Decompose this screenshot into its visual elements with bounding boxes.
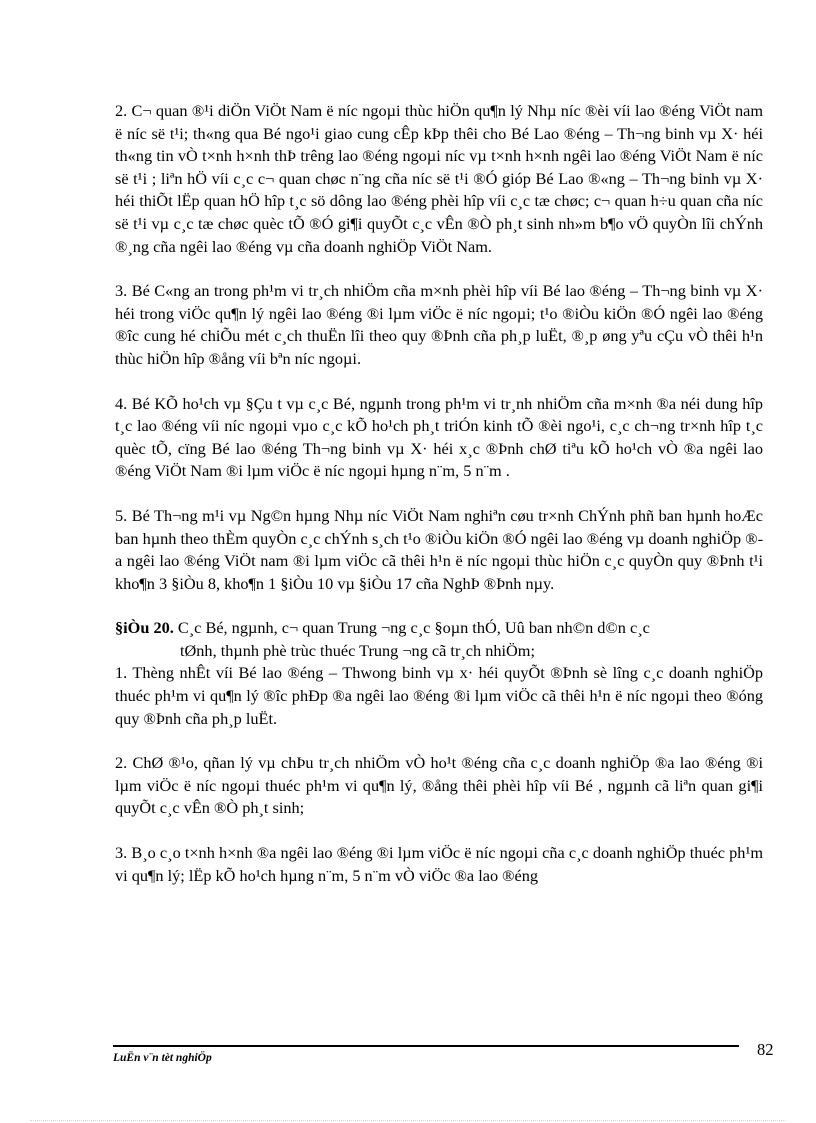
article-20-item-2: 2. ChØ ®¹o, qñan lý vµ chÞu tr¸ch nhiÖm vÒ ho¹t ®éng cña c¸c doanh nghiÖp ®a lao ®éng ®i lµm viÖc ë níc ngoµi thuéc ph¹m vi qu¶n lý, ®ång thêi phèi hîp víi Bé , ngµnh cã liªn quan gi¶i quyÕt c¸c vÊn ®Ò ph¸t sinh;: [115, 753, 763, 818]
footer-rule: [113, 1045, 739, 1047]
article-20-item-1: 1. Thèng nhÊt víi Bé lao ®éng – Thwong binh vµ x· héi quyÕt ®Þnh sè lîng c¸c doanh nghiÖp thuéc ph¹m vi qu¶n lý ®îc phÐp ®a ngêi lao ®éng ®i lµm viÖc cã thêi h¹n ë níc ngoµi theo ®óng quy ®Þnh cña ph¸p luËt.: [115, 663, 763, 728]
paragraph-item-3: 3. Bé C«ng an trong ph¹m vi tr¸ch nhiÖm cña m×nh phèi hîp víi Bé lao ®éng – Th¬ng binh vµ X· héi trong viÖc qu¶n lý ngêi lao ®éng ®i lµm viÖc ë níc ngoµi; t¹o ®iÒu kiÖn ®Ó ngêi lao ®éng ®îc cung hé chiÕu mét c¸ch thuËn lîi theo quy ®Þnh cña ph¸p luËt, ®¸p øng yªu cÇu vÒ thêi h¹n thùc hiÖn hîp ®ång víi bªn níc ngoµi.: [115, 281, 763, 368]
page-body: [115, 100, 763, 887]
paragraph-item-5: 5. Bé Th¬ng m¹i vµ Ng©n hµng Nhµ níc ViÖt Nam nghiªn cøu tr×nh ChÝnh phñ ban hµnh hoÆc ban hµnh theo thÈm quyÒn c¸c chÝnh s¸ch t¹o ®iÒu kiÖn ®Ó ngêi lao ®éng vµ doanh nghiÖp ®a ngêi lao ®éng ViÖt nam ®i lµm viÖc cã thêi h¹n ë níc ngoµi thùc hiÖn c¸c quyÒn quy ®Þnh t¹i kho¶n 3 §iÒu 8, kho¶n 1 §iÒu 10 vµ §iÒu 17 cña NghÞ ®Þnh nµy.: [115, 505, 763, 593]
footer-label: LuËn v¨n tèt nghiÖp: [113, 1052, 212, 1064]
article-20: [115, 617, 763, 887]
article-20-lead: §iÒu 20.: [115, 618, 174, 638]
page-number: 82: [757, 1040, 774, 1059]
article-20-title-line1: C¸c Bé, ngµnh, c¬ quan Trung ¬ng c¸c §oµn thÓ, Uû ban nh©n d©n c¸c: [173, 618, 650, 638]
article-20-title-line2: tØnh, thµnh phè trùc thuéc Trung ¬ng cã tr¸ch nhiÖm;: [180, 640, 535, 660]
paragraph-item-4: 4. Bé KÕ ho¹ch vµ §Çu t vµ c¸c Bé, ngµnh trong ph¹m vi tr¸nh nhiÖm cña m×nh ®a néi dung hîp t¸c lao ®éng víi níc ngoµi vµo c¸c kÕ ho¹ch ph¸t triÓn kinh tÕ ®èi ngo¹i, c¸c ch¬ng tr×nh hîp t¸c quèc tÕ, cïng Bé lao ®éng Th¬ng binh vµ X· héi x¸c ®Þnh chØ tiªu kÕ ho¹ch vÒ ®a ngêi lao ®éng ViÖt Nam ®i lµm viÖc ë níc ngoµi hµng n¨m, 5 n¨m .: [115, 393, 763, 481]
article-20-item-3: 3. B¸o c¸o t×nh h×nh ®a ngêi lao ®éng ®i lµm viÖc ë níc ngoµi cña c¸c doanh nghiÖp thuéc ph¹m vi qu¶n lý; lËp kÕ ho¹ch hµng n¨m, 5 n¨m vÒ viÖc ®a lao ®éng: [115, 843, 763, 885]
paragraph-item-2: 2. C¬ quan ®¹i diÖn ViÖt Nam ë níc ngoµi thùc hiÖn qu¶n lý Nhµ níc ®èi víi lao ®éng ViÖt nam ë níc së t¹i; th«ng qua Bé ngo¹i giao cung cÊp kÞp thêi cho Bé Lao ®éng – Th¬ng binh vµ X· héi th«ng tin vÒ t×nh h×nh thÞ trêng lao ®éng ngoµi níc vµ t×nh h×nh ngêi lao ®éng ViÖt Nam ë níc së t¹i ; liªn hÖ víi c¸c c¬ quan chøc n¨ng cña níc së t¹i ®Ó gióp Bé Lao ®«ng – Th¬ng binh vµ X· héi thiÕt lËp quan hÖ hîp t¸c sö dông lao ®éng phèi hîp víi c¸c tæ chøc; c¬ quan h÷u quan cña níc së t¹i vµ c¸c tæ chøc quèc tÕ ®Ó gi¶i quyÕt c¸c vÊn ®Ò ph¸t sinh nh»m b¶o vÖ quyÒn lîi chÝnh ®¸ng cña ngêi lao ®éng vµ cña doanh nghiÖp ViÖt Nam.: [115, 101, 763, 256]
page-edge-divider: [30, 1120, 786, 1121]
article-20-heading: [115, 617, 763, 640]
